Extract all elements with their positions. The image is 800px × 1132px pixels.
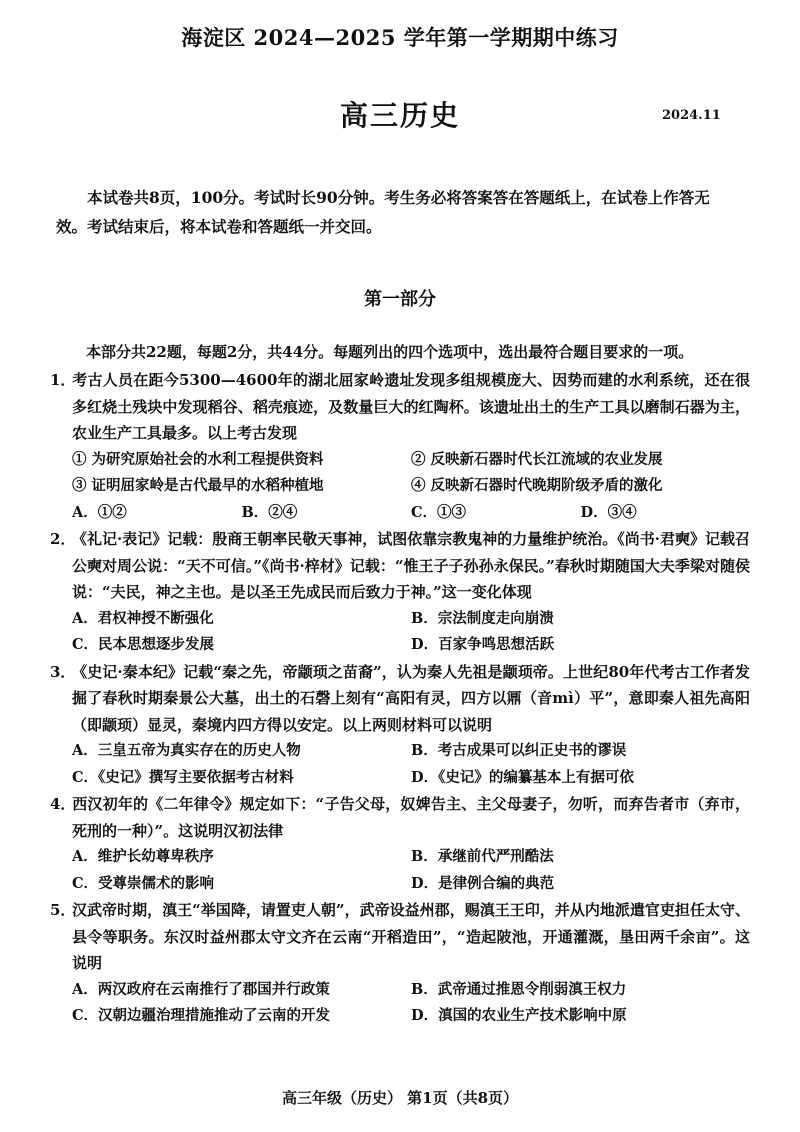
exam-date: 2024.11 — [662, 108, 721, 123]
option-list — [50, 500, 750, 527]
question-list — [50, 367, 750, 1030]
option-a: A．维护长幼尊卑秩序 — [72, 848, 214, 865]
statement-item: ① 为研究原始社会的水利工程提供资料 — [72, 450, 324, 468]
option-list — [50, 738, 750, 791]
option-list — [50, 977, 750, 1030]
option-a: A．两汉政府在云南推行了郡国并行政策 — [72, 980, 330, 998]
option-d: D．百家争鸣思想活跃 — [411, 636, 555, 653]
option-c: C．《史记》撰写主要依据考古材料 — [72, 768, 294, 786]
option-b: B．宗法制度走向崩溃 — [411, 609, 554, 627]
option-a: A．三皇五帝为真实存在的历史人物 — [72, 742, 301, 759]
question-stem — [50, 897, 750, 977]
option-d: D．《史记》的编纂基本上有据可依 — [411, 768, 634, 786]
question-5 — [50, 897, 750, 1030]
option-b: B．考古成果可以纠正史书的谬误 — [411, 742, 627, 759]
question-number: 5． — [50, 901, 76, 919]
question-1 — [50, 367, 750, 526]
option-c: C．①③ — [411, 503, 467, 521]
question-text: 《礼记·表记》记载：殷商王朝率民敬天事神，试图依靠宗教鬼神的力量维护统治。《尚书·君奭》记载召公奭对周公说：“天不可信。”《尚书·梓材》记载：“惟王子子孙孙永保民。”春秋时期随国大夫季梁对随侯说：“夫民，神之主也。是以圣王先成民而后致力于神。”这一变化体现 — [72, 530, 750, 601]
option-d: D．滇国的农业生产技术影响中原 — [411, 1007, 627, 1024]
option-c: C．汉朝边疆治理措施推动了云南的开发 — [72, 1007, 331, 1024]
question-stem — [50, 791, 750, 844]
question-3 — [50, 659, 750, 792]
question-text: 考古人员在距今5300—4600年的湖北屈家岭遗址发现多组规模庞大、因势而建的水利系统，还在很多红烧土残块中发现稻谷、稻壳痕迹，及数量巨大的红陶杯。该遗址出土的生产工具以磨制石器为主，农业生产工具最多。以上考古发现 — [72, 371, 750, 442]
question-number: 1． — [50, 371, 76, 389]
question-text: 西汉初年的《二年律令》规定如下：“子告父母，奴婢告主、主父母妻子，勿听，而弃告者市（弃市，死刑的一种）”。这说明汉初法律 — [72, 795, 750, 840]
option-list — [50, 844, 750, 897]
question-stem — [50, 367, 750, 447]
question-stem — [50, 526, 750, 606]
subject-title: 高三历史 — [339, 99, 460, 132]
option-b: B．武帝通过推恩令削弱滇王权力 — [411, 980, 627, 998]
question-2 — [50, 526, 750, 659]
option-a: A．君权神授不断强化 — [72, 609, 214, 627]
question-4 — [50, 791, 750, 897]
question-number: 2． — [50, 530, 76, 548]
option-a: A．①② — [72, 503, 127, 521]
exam-header-title: 海淀区 2024—2025 学年第一学期期中练习 — [181, 25, 619, 50]
question-text: 汉武帝时期，滇王“举国降，请置吏人朝”，武帝设益州郡，赐滇王王印，并从内地派遣官吏担任太守、县令等职务。东汉时益州郡太守文齐在云南“开稻造田”，“造起陂池，开通灌溉，垦田两千余亩”。这说明 — [72, 901, 750, 972]
option-b: B．承继前代严刑酷法 — [411, 848, 554, 865]
question-stem — [50, 659, 750, 739]
section-intro: 本部分共22题，每题2分，共44分。每题列出的四个选项中，选出最符合题目要求的一项。 — [86, 343, 694, 361]
option-c: C．受尊崇儒术的影响 — [72, 874, 215, 892]
statement-item: ④ 反映新石器时代晚期阶级矛盾的激化 — [411, 477, 663, 494]
option-c: C．民本思想逐步发展 — [72, 636, 215, 653]
option-d: D．是律例合编的典范 — [411, 874, 555, 892]
question-number: 3． — [50, 662, 76, 681]
option-d: D．③④ — [580, 503, 637, 521]
exam-notice: 本试卷共8页，100分。考试时长90分钟。考生务必将答案答在答题纸上，在试卷上作答无效。考试结束后，将本试卷和答题纸一并交回。 — [56, 188, 710, 236]
statement-item: ② 反映新石器时代长江流域的农业发展 — [411, 450, 663, 468]
question-number: 4． — [50, 795, 76, 813]
option-list — [50, 606, 750, 659]
question-text: 《史记·秦本纪》记载“秦之先，帝颛顼之苗裔”，认为秦人先祖是颛顼帝。上世纪80年代考古工作者发掘了春秋时期秦景公大墓，出土的石磬上刻有“高阳有灵，四方以鼏（音mì）平”，意即秦人祖先高阳（即颛顼）显灵，秦境内四方得以安定。以上两则材料可以说明 — [72, 662, 750, 734]
page-footer: 高三年级（历史） 第1页（共8页） — [281, 1089, 519, 1107]
statement-item: ③ 证明屈家岭是古代最早的水稻种植地 — [72, 477, 324, 494]
section-title: 第一部分 — [364, 289, 436, 310]
option-b: B．②④ — [241, 503, 298, 521]
statement-list — [50, 447, 750, 500]
